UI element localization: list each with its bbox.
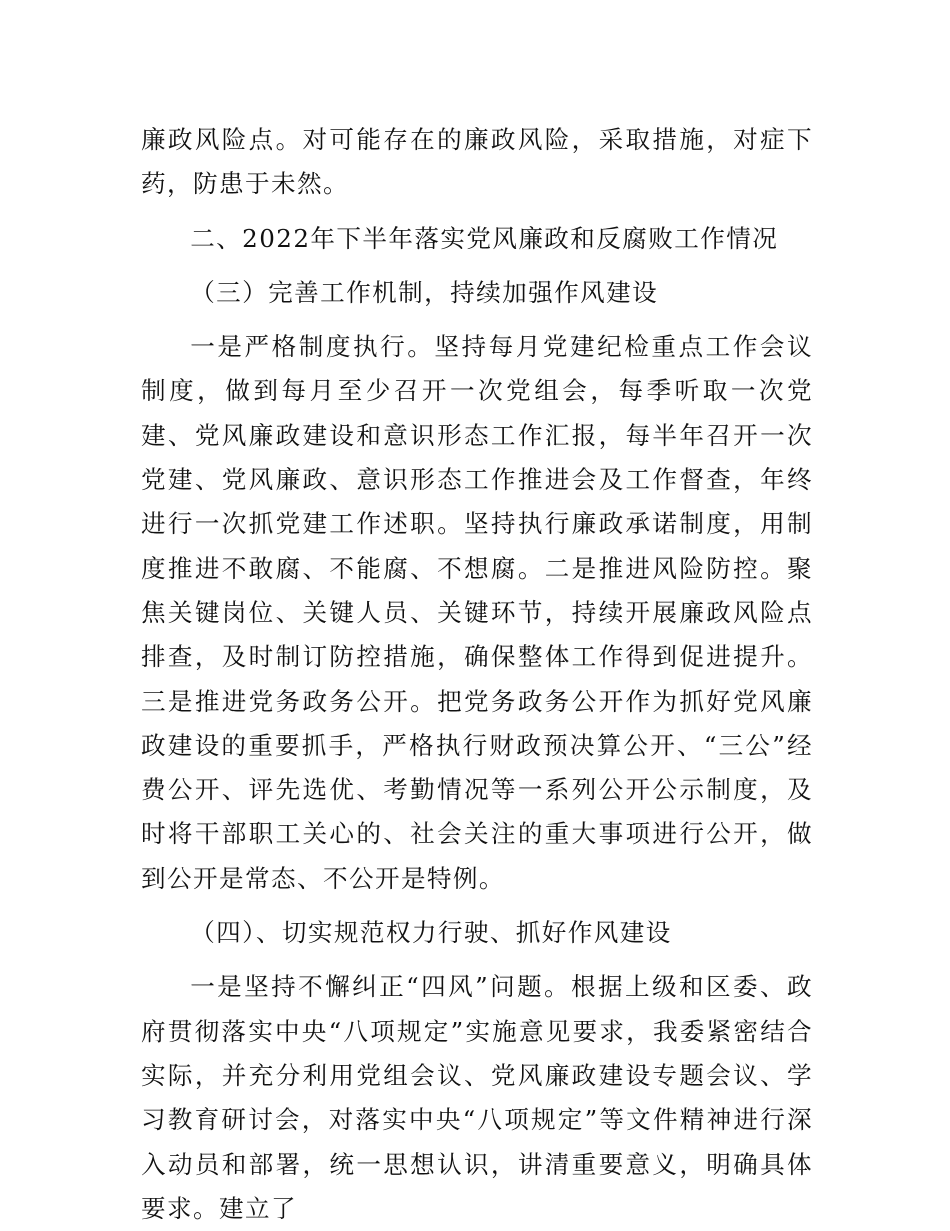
section-heading: 二、2022年下半年落实党风廉政和反腐败工作情况 (190, 223, 779, 253)
paragraph-body-1: 一是严格制度执行。坚持每月党建纪检重点工作会议制度，做到每月至少召开一次党组会，每季听取一次党建、党风廉政建设和意识形态工作汇报，每半年召开一次党建、党风廉政、意识形态工作推进会及工作督查，年终进行一次抓党建工作述职。坚持执行廉政承诺制度，用制度推进不敢腐、不能腐、不想腐。二是推进风险防控。聚焦关键岗位、关键人员、关键环节，持续开展廉政风险点排查，及时制订防控措施，确保整体工作得到促进提升。三是推进党务政务公开。把党务政务公开作为抓好党风廉政建设的重要抓手，严格执行财政预决算公开、“三公”经费公开、评先选优、考勤情况等一系列公开公示制度，及时将干部职工关心的、社会关注的重大事项进行公开，做到公开是常态、不公开是特例。 (141, 332, 813, 893)
paragraph-body-2: 一是坚持不懈纠正“四风”问题。根据上级和区委、政府贯彻落实中央“八项规定”实施意见要求，我委紧密结合实际，并充分利用党组会议、党风廉政建设专题会议、学习教育研讨会，对落实中央“八项规定”等文件精神进行深入动员和部署，统一思想认识，讲清重要意义，明确具体要求。建立了 (141, 972, 813, 1223)
subsection-heading-3: （三）完善工作机制，持续加强作风建设 (190, 277, 659, 307)
document-body (141, 118, 813, 1231)
paragraph-continuation: 廉政风险点。对可能存在的廉政风险，采取措施，对症下药，防患于未然。 (141, 125, 813, 199)
subsection-heading-4: （四）、切实规范权力行驶、抓好作风建设 (190, 918, 672, 948)
